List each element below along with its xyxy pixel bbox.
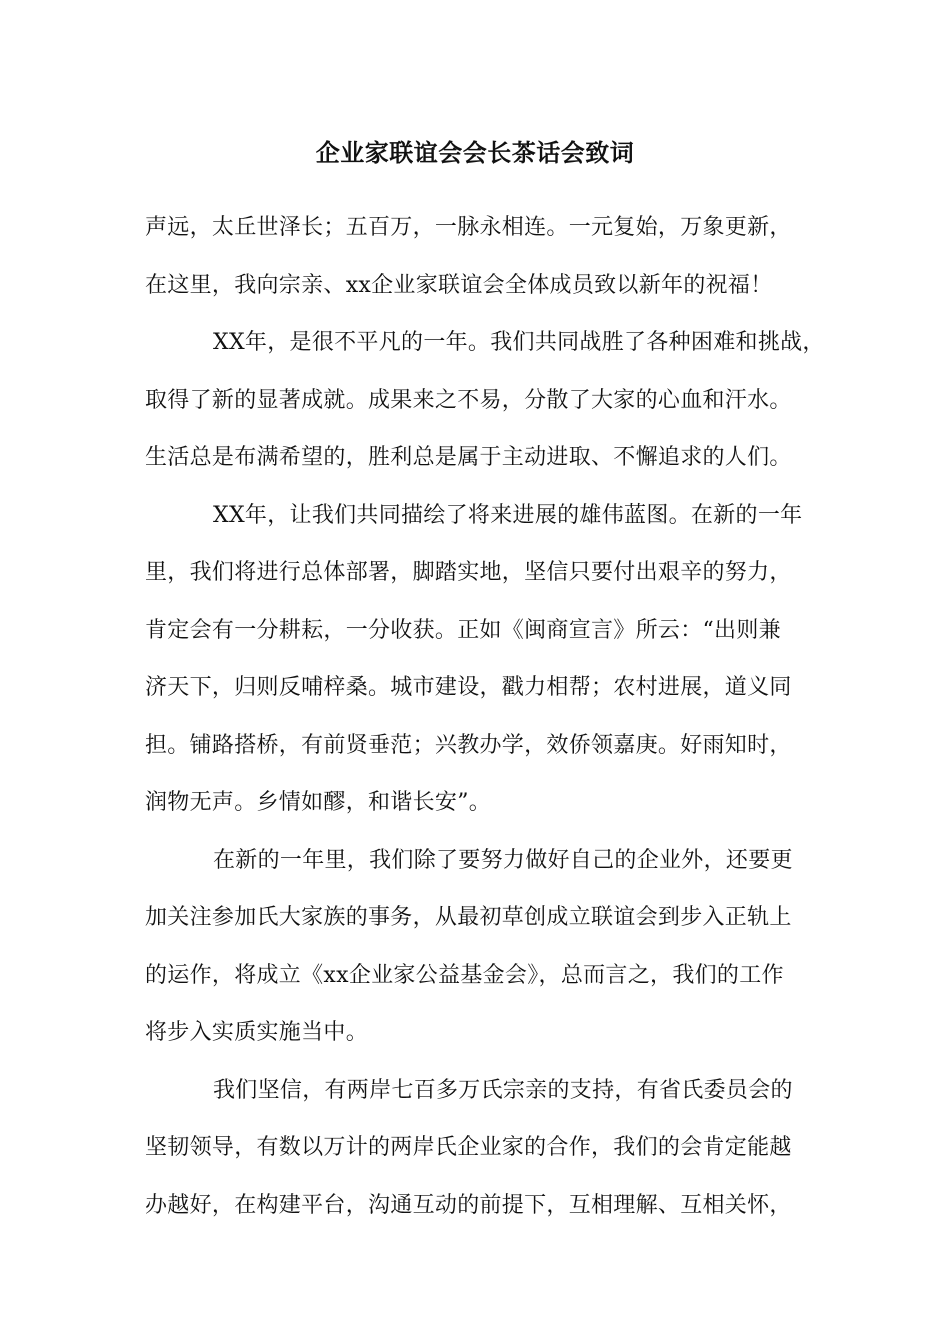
document-title: 企业家联谊会会长茶话会致词 (315, 138, 635, 167)
text-line: 润物无声。乡情如醪，和谐长安”。 (145, 790, 492, 815)
text-line: 的运作，将成立《xx企业家公益基金会》，总而言之，我们的工作 (145, 962, 784, 988)
text-line: XX年，让我们共同描绘了将来进展的雄伟蓝图。在新的一年 (213, 502, 803, 528)
text-line: 生活总是布满希望的，胜利总是属于主动进取、不懈追求的人们。 (145, 445, 792, 470)
text-line: 加关注参加氏大家族的事务，从最初草创成立联谊会到步入正轨上 (145, 905, 792, 930)
text-line: XX年，是很不平凡的一年。我们共同战胜了各种困难和挑战， (213, 330, 825, 355)
text-line: 声远，太丘世泽长；五百万，一脉永相连。一元复始，万象更新， (145, 215, 792, 240)
text-line: 济天下，归则反哺梓桑。城市建设，戳力相帮；农村进展，道义同 (145, 675, 792, 700)
text-line: 在这里，我向宗亲、xx企业家联谊会全体成员致以新年的祝福！ (145, 272, 773, 298)
text-line: 我们坚信，有两岸七百多万氏宗亲的支持，有省氏委员会的 (213, 1077, 793, 1103)
text-line: 坚韧领导，有数以万计的两岸氏企业家的合作，我们的会肯定能越 (145, 1135, 792, 1160)
text-line: 肯定会有一分耕耘，一分收获。正如《闽商宣言》所云：“出则兼 (145, 617, 781, 643)
text-line: 里，我们将进行总体部署，脚踏实地，坚信只要付出艰辛的努力， (145, 560, 792, 585)
text-line: 担。铺路搭桥，有前贤垂范；兴教办学，效侨领嘉庚。好雨知时， (145, 732, 792, 758)
text-line: 在新的一年里，我们除了要努力做好自己的企业外，还要更 (213, 847, 793, 873)
text-line: 取得了新的显著成就。成果来之不易，分散了大家的心血和汗水。 (145, 387, 792, 413)
document-body (145, 199, 825, 1234)
text-line: 办越好，在构建平台，沟通互动的前提下，互相理解、互相关怀， (145, 1192, 792, 1218)
text-line: 将步入实质实施当中。 (145, 1020, 369, 1045)
